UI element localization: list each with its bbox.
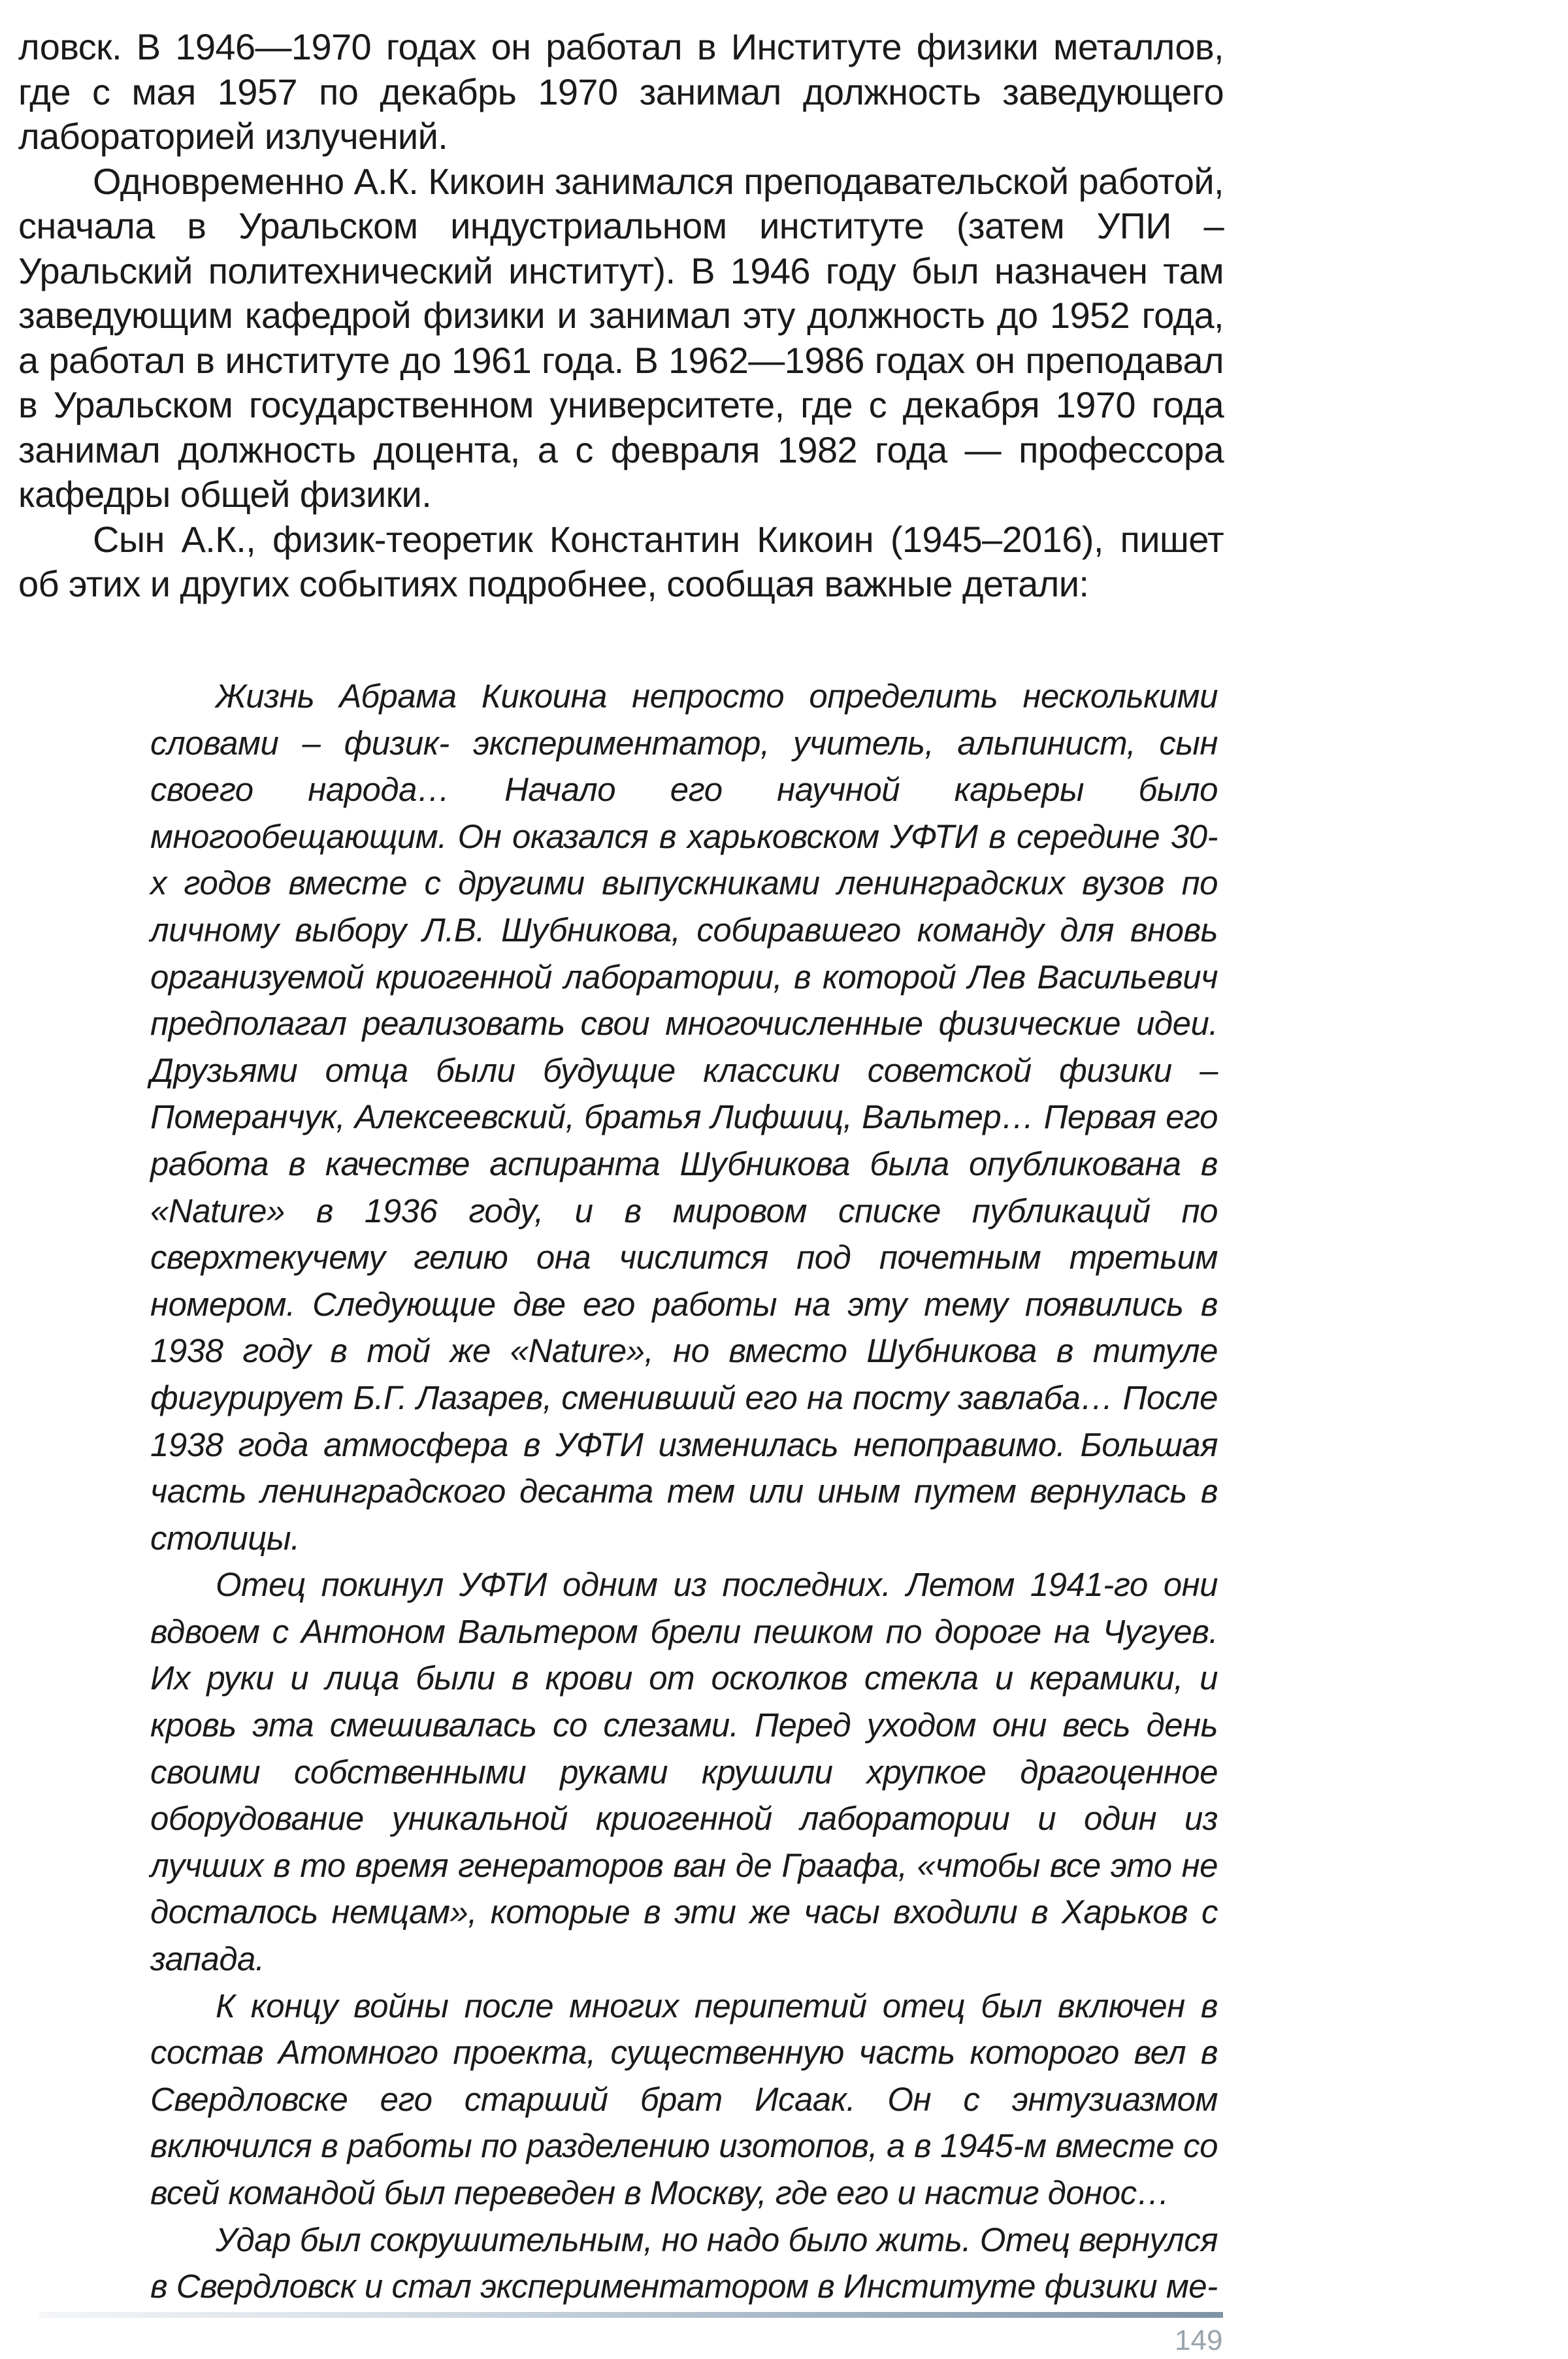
- body-text: [18, 25, 1224, 607]
- quote-paragraph-3: К концу войны после многих перипетий отец был включен в состав Атомного проекта, существенную часть которого вел в Свердловске его старший брат Исаак. Он с энтузиазмом включился в работы по разделению изотопов, а в 1945-м вместе со всей командой был переведен в Москву, где его и настиг донос…: [150, 1987, 1218, 2211]
- page-number: 149: [1175, 2324, 1223, 2356]
- body-paragraph-1: ловск. В 1946—1970 годах он работал в Институте физики металлов, где с мая 1957 по декабрь 1970 занимал должность заведующего лабораторией излучений.: [18, 26, 1224, 157]
- quote-paragraph-4: Удар был сокрушительным, но надо было жить. Отец вернулся в Свердловск и стал экспериментатором в Институте физики ме-: [150, 2221, 1218, 2305]
- quote-paragraph-2: Отец покинул УФТИ одним из последних. Летом 1941-го они вдвоем с Антоном Вальтером брели пешком по дороге на Чугуев. Их руки и лица были в крови от осколков стекла и керамики, и кровь эта смешивалась со слезами. Перед уходом они весь день своими собственными руками крушили хрупкое драгоценное оборудование уникальной криогенной лаборатории и один из лучших в то время генераторов ван де Граафа, «чтобы все это не досталось немцам», которые в эти же часы входили в Харьков с запада.: [150, 1566, 1218, 1978]
- memoir-quote: [150, 673, 1218, 2310]
- body-paragraph-3: Сын А.К., физик-теоретик Константин Кикоин (1945–2016), пишет об этих и других событиях подробнее, сообщая важные детали:: [18, 518, 1224, 604]
- body-paragraph-2: Одновременно А.К. Кикоин занимался преподавательской работой, сначала в Уральском индустриальном институте (затем УПИ – Уральский политехнический институт). В 1946 году был назначен там заведующим кафедрой физики и занимал эту должность до 1952 года, а работал в институте до 1961 года. В 1962—1986 годах он преподавал в Уральском государственном университете, где с декабря 1970 года занимал должность доцента, а с февраля 1982 года — профессора кафедры общей физики.: [18, 160, 1224, 515]
- footer-divider: [39, 2312, 1223, 2318]
- quote-paragraph-1: Жизнь Абрама Кикоина непросто определить несколькими словами – физик- экспериментатор, учитель, альпинист, сын своего народа… Начало его научной карьеры было многообещающим. Он оказался в харьковском УФТИ в середине 30-х годов вместе с другими выпускниками ленинградских вузов по личному выбору Л.В. Шубникова, собиравшего команду для вновь организуемой криогенной лаборатории, в которой Лев Васильевич предполагал реализовать свои многочисленные физические идеи. Друзьями отца были будущие классики советской физики – Померанчук, Алексеевский, братья Лифшиц, Вальтер… Первая его работа в качестве аспиранта Шубникова была опубликована в «Nature» в 1936 году, и в мировом списке публикаций по сверхтекучему гелию она числится под почетным третьим номером. Следующие две его работы на эту тему появились в 1938 году в той же «Nature», но вместо Шубникова в титуле фигурирует Б.Г. Лазарев, сменивший его на посту завлаба… После 1938 года атмосфера в УФТИ изменилась непоправимо. Большая часть ленинградского десанта тем или иным путем вернулась в столицы.: [150, 677, 1218, 1557]
